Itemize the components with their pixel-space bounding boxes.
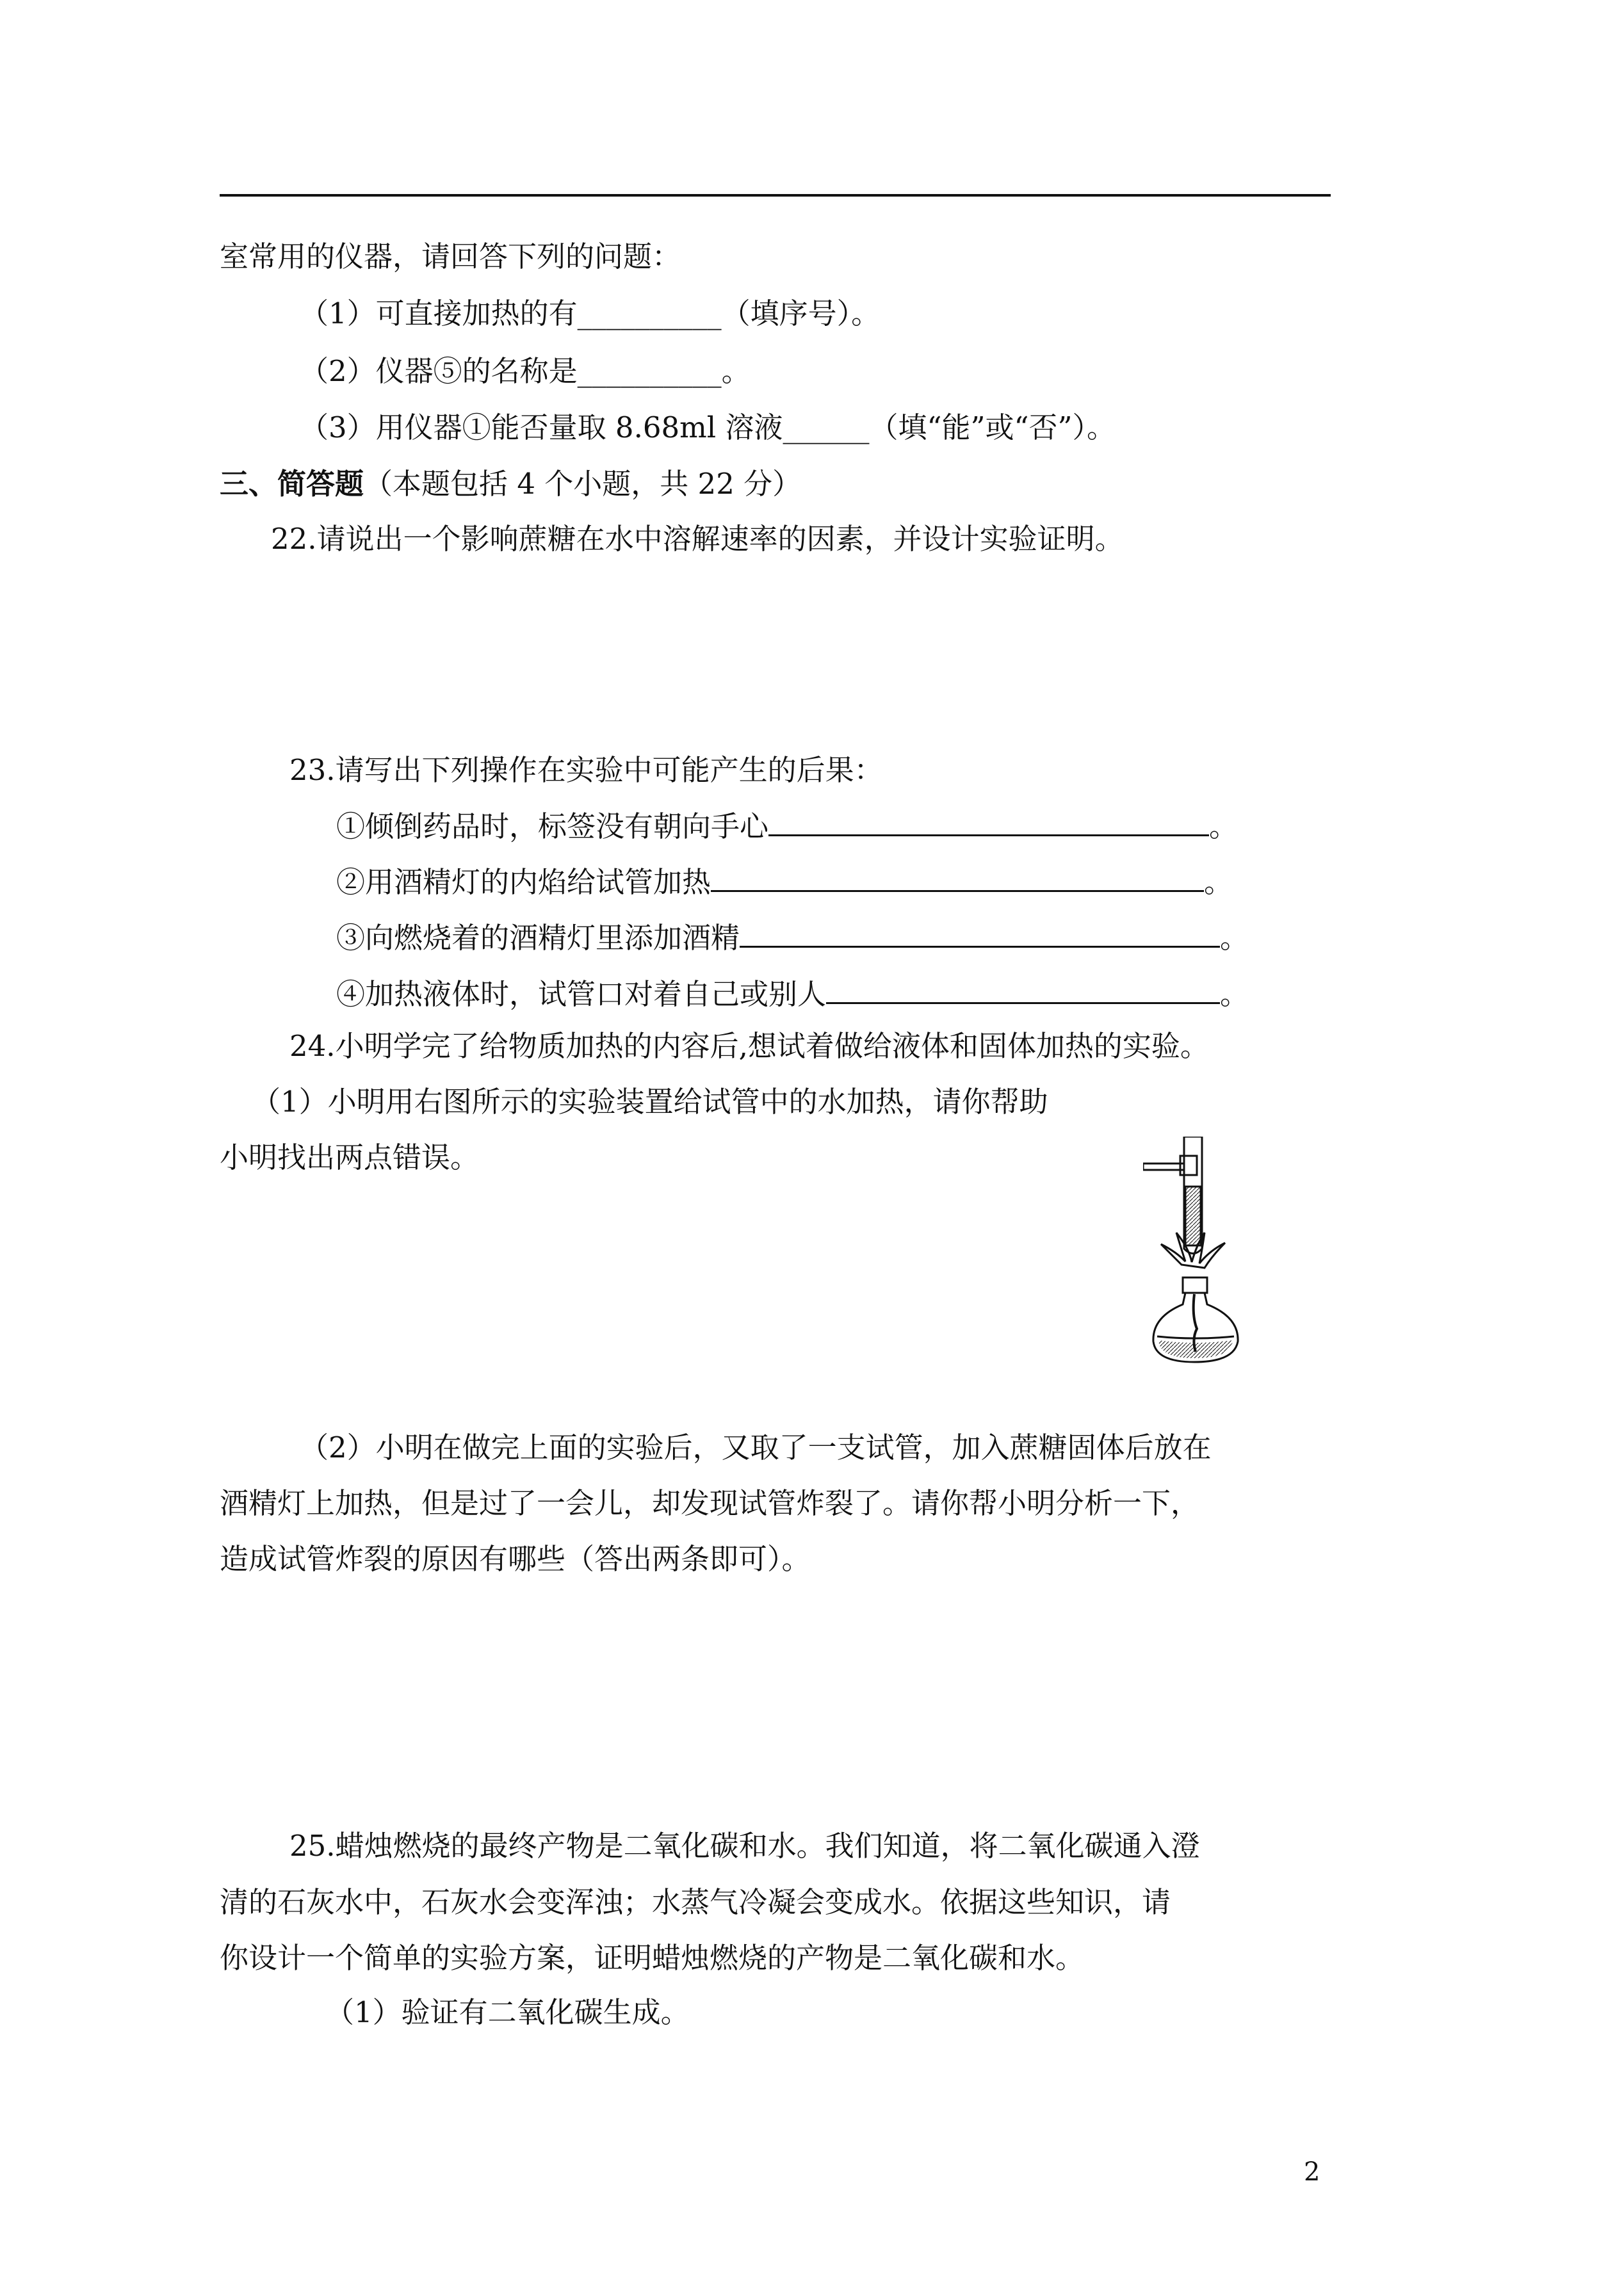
q21-part1-text: （1）可直接加热的有: [300, 296, 578, 330]
q23-item-1: [336, 809, 1238, 841]
page-number: 2: [1304, 2157, 1320, 2187]
q23-item-3-end: 。: [1220, 921, 1249, 955]
q21-part2-blank: __________: [577, 354, 722, 388]
header-rule: [220, 194, 1331, 197]
q25-line1: 25.蜡烛燃烧的最终产物是二氧化碳和水。我们知道，将二氧化碳通入澄: [289, 1829, 1200, 1863]
q23-item-4-end: 。: [1220, 977, 1249, 1011]
q25-part1: （1）验证有二氧化碳生成。: [325, 1995, 690, 2029]
question-23-stem: 23.请写出下列操作在实验中可能产生的后果：: [289, 753, 883, 787]
q21-part3: [300, 410, 1116, 444]
q24-part2-line3: 造成试管炸裂的原因有哪些（答出两条即可）。: [220, 1542, 811, 1576]
q23-item-2-end: 。: [1204, 865, 1233, 899]
clamp-arm: [1143, 1164, 1184, 1170]
q23-item-1-text: ①倾倒药品时，标签没有朝向手心: [336, 809, 769, 843]
q21-part2-text: （2）仪器⑤的名称是: [300, 354, 578, 388]
q21-part1: [300, 296, 881, 330]
test-tube-heating-apparatus-figure: [1143, 1137, 1271, 1375]
q25-line2: 清的石灰水中，石灰水会变浑浊；水蒸气冷凝会变成水。依据这些知识，请: [220, 1885, 1171, 1919]
q23-item-2-blank: [711, 864, 1204, 892]
q25-line3: 你设计一个简单的实验方案，证明蜡烛燃烧的产物是二氧化碳和水。: [220, 1941, 1085, 1975]
q21-part2: [300, 354, 751, 388]
q21-part2-tail: 。: [721, 354, 751, 388]
intro-line: 室常用的仪器，请回答下列的问题：: [220, 239, 681, 273]
q23-item-3: [336, 920, 1249, 955]
q23-item-4-blank: [826, 977, 1220, 1004]
q23-item-3-blank: [740, 920, 1220, 948]
q23-item-2-text: ②用酒精灯的内焰给试管加热: [336, 865, 711, 899]
section-heading: [220, 467, 802, 501]
tube-water: [1185, 1187, 1201, 1245]
section-label: 三、简答题: [220, 467, 364, 501]
q23-item-2: [336, 864, 1233, 899]
q23-item-1-blank: [768, 809, 1209, 836]
q24-part2-line1: （2）小明在做完上面的实验后，又取了一支试管，加入蔗糖固体后放在: [300, 1431, 1212, 1464]
q21-part1-blank: __________: [577, 296, 722, 330]
q24-part1-line1: （1）小明用右图所示的实验装置给试管中的水加热，请你帮助: [252, 1085, 1048, 1119]
q21-part3-tail: （填“能”或“否”）。: [869, 410, 1116, 444]
q21-part3-text: （3）用仪器①能否量取 8.68ml 溶液: [300, 410, 783, 444]
question-22: 22.请说出一个影响蔗糖在水中溶解速率的因素，并设计实验证明。: [271, 522, 1124, 556]
q21-part3-blank: ______: [783, 410, 870, 444]
q23-item-1-end: 。: [1209, 809, 1238, 843]
section-desc: （本题包括 4 个小题，共 22 分）: [364, 467, 802, 501]
q23-item-3-text: ③向燃烧着的酒精灯里添加酒精: [336, 921, 740, 955]
wick-holder: [1183, 1277, 1207, 1293]
question-24-stem: 24.小明学完了给物质加热的内容后,想试着做给液体和固体加热的实验。: [289, 1029, 1209, 1063]
clamp-head: [1180, 1156, 1197, 1175]
lamp-alcohol: [1158, 1340, 1233, 1358]
q23-item-4-text: ④加热液体时，试管口对着自己或别人: [336, 977, 827, 1011]
q24-part1-line2: 小明找出两点错误。: [220, 1140, 480, 1174]
q24-part2-line2: 酒精灯上加热，但是过了一会儿，却发现试管炸裂了。请你帮小明分析一下，: [220, 1486, 1200, 1520]
q23-item-4: [336, 977, 1249, 1009]
q21-part1-tail: （填序号）。: [721, 296, 881, 330]
